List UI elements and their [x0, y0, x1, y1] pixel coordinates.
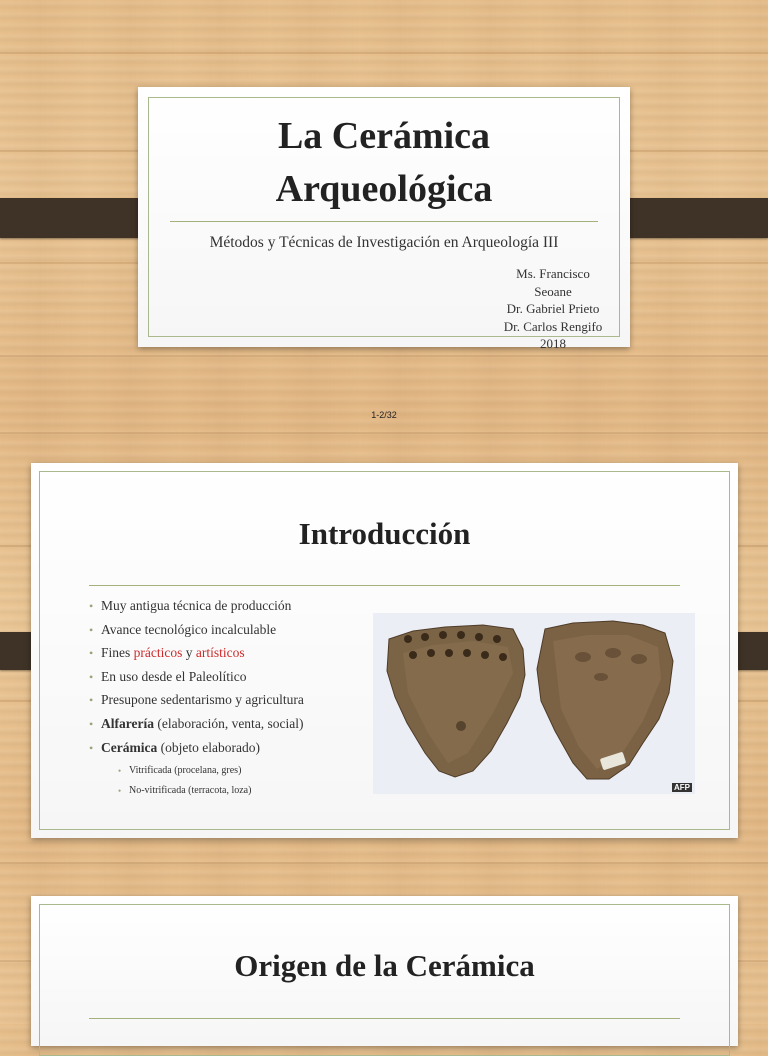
sub-bullet-list [118, 764, 251, 804]
bullet-icon: • [89, 646, 94, 661]
page-number: 1-2/32 [371, 410, 397, 420]
wood-seam [0, 355, 768, 357]
list-item [89, 667, 304, 691]
pottery-sherds-image [373, 613, 695, 794]
bullet-text-mid: y [182, 645, 196, 661]
author-line: Dr. Carlos Rengifo [503, 318, 603, 334]
bullet-text: (elaboración, venta, social) [153, 715, 304, 731]
slide-title: Origen de la Cerámica [234, 948, 535, 983]
title-divider [89, 1018, 680, 1019]
author-line: Ms. Francisco [516, 266, 590, 281]
photo-credit-label: AFP [674, 783, 690, 792]
sub-bullet-text: No-vitrificada (terracota, loza) [129, 785, 252, 796]
list-item [89, 596, 304, 620]
slide-1-left-tab [0, 198, 156, 238]
bullet-icon: • [89, 693, 94, 708]
bullet-text: Muy antigua técnica de producción [101, 598, 292, 613]
bullet-text: (objeto elaborado) [157, 739, 260, 755]
highlight-practicos: prácticos [133, 645, 183, 661]
highlight-artisticos: artísticos [195, 645, 245, 661]
slide-title-line-2: Arqueológica [275, 168, 493, 210]
slide-2[interactable] [31, 463, 738, 838]
bullet-text: Avance tecnológico incalculable [101, 621, 277, 637]
bullet-icon: • [89, 599, 94, 613]
sub-list-item [118, 764, 251, 784]
wood-seam [0, 432, 768, 434]
bullet-icon: • [89, 740, 94, 755]
author-line: Dr. Gabriel Prieto [506, 301, 600, 316]
list-item [89, 690, 304, 714]
slide-1-right-tab [612, 198, 768, 238]
bullet-icon: • [118, 786, 122, 796]
author-line: Seoane [534, 283, 572, 299]
list-item [89, 738, 304, 762]
wood-seam [0, 862, 768, 864]
title-divider [89, 585, 680, 586]
bullet-icon: • [89, 716, 94, 731]
list-item [89, 643, 304, 667]
bullet-text: En uso desde el Paleolítico [101, 668, 247, 684]
authors-block [483, 265, 623, 353]
bullet-icon: • [89, 669, 94, 684]
bullet-list [89, 596, 304, 761]
bullet-bold-term: Alfarería [101, 715, 154, 731]
bullet-text-prefix: Fines [101, 645, 134, 661]
sub-list-item [118, 784, 251, 804]
wood-seam [0, 52, 768, 54]
sub-bullet-text: Vitrificada (procelana, gres) [129, 765, 242, 776]
slide-title-line-1: La Cerámica [277, 115, 491, 157]
list-item [89, 714, 304, 738]
year-line: 2018 [540, 336, 566, 351]
slide-title: Introducción [298, 516, 471, 551]
bullet-text: Presupone sedentarismo y agricultura [101, 692, 304, 708]
slide-1[interactable] [138, 87, 630, 351]
pottery-sherds-photo [373, 613, 695, 794]
bullet-icon: • [118, 766, 122, 776]
title-divider [170, 221, 598, 222]
list-item [89, 620, 304, 644]
bullet-bold-term: Cerámica [101, 739, 158, 755]
slide-subtitle: Métodos y Técnicas de Investigación en Arqueología III [209, 234, 559, 251]
bullet-icon: • [89, 622, 94, 637]
